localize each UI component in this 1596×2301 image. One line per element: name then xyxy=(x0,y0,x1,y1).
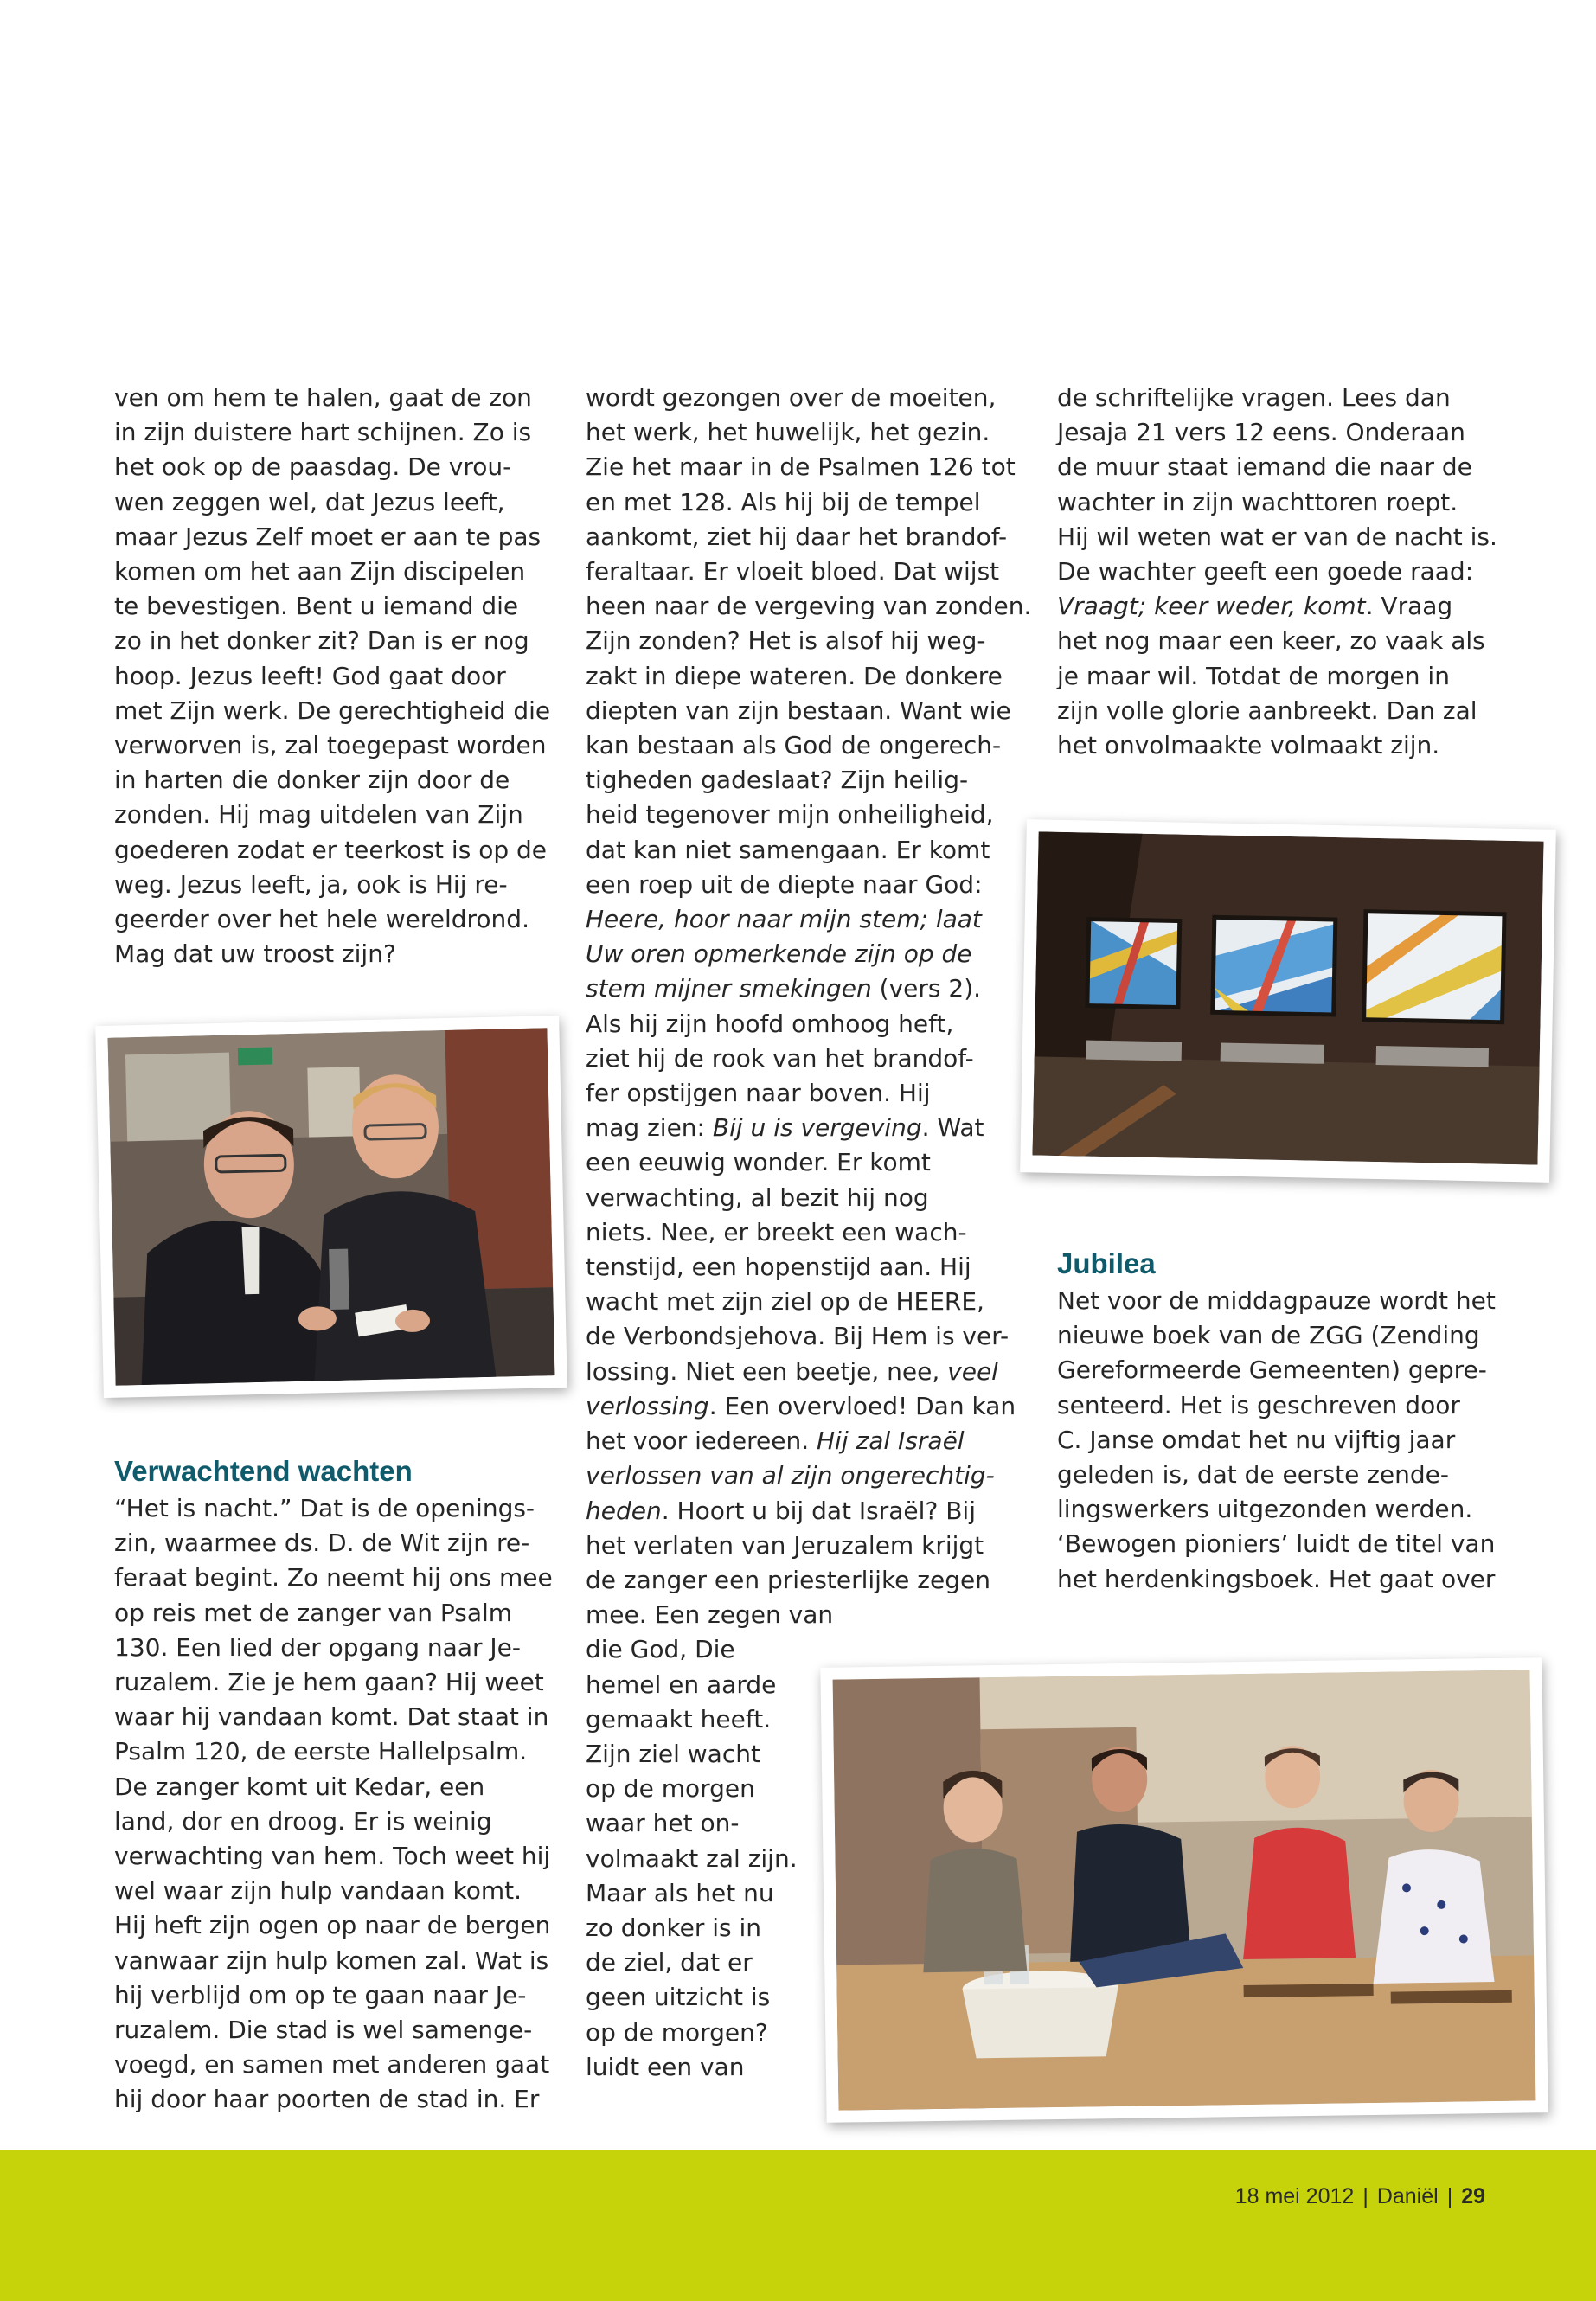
text-line: diepten van zijn bestaan. Want wie xyxy=(586,695,1011,725)
text-line xyxy=(586,902,1031,937)
page-folio xyxy=(1235,2184,1485,2209)
folio-separator: | xyxy=(1446,2184,1453,2208)
photo-women-on-stage-image xyxy=(833,1670,1536,2110)
text-line: geerder over het hele wereldrond. xyxy=(114,905,529,934)
text-line: niets. Nee, er breekt een wach- xyxy=(586,1217,967,1247)
text-line: Hij heft zijn ogen op naar de bergen xyxy=(114,1911,551,1940)
footer-band xyxy=(0,2150,1596,2301)
issue-date: 18 mei 2012 xyxy=(1234,2184,1355,2208)
text-line: Zijn ziel wacht xyxy=(586,1739,760,1768)
text-line: zijn volle glorie aanbreekt. Dan zal xyxy=(1057,695,1477,725)
text-line: te bevestigen. Bent u iemand die xyxy=(114,592,519,621)
text-line: aankomt, ziet hij daar het brandof- xyxy=(586,522,1008,551)
text-run: mag zien: xyxy=(586,1113,713,1143)
text-line: Gereformeerde Gemeenten) gepre- xyxy=(1057,1356,1487,1385)
text-line: nieuwe boek van de ZGG (Zending xyxy=(1057,1321,1480,1350)
text-line: lingswerkers uitgezonden werden. xyxy=(1057,1495,1473,1524)
text-line: in zijn duistere hart schijnen. Zo is xyxy=(114,418,532,447)
text-line: het herdenkingsboek. Het gaat over xyxy=(1057,1564,1496,1593)
text-run: . Een overvloed! Dan kan xyxy=(708,1391,1016,1420)
text-line: wel waar zijn hulp vandaan komt. xyxy=(114,1876,522,1906)
text-line: met Zijn werk. De gerechtigheid die xyxy=(114,695,551,725)
text-line: “Het is nacht.” Dat is de openings- xyxy=(114,1494,535,1522)
text-line: in harten die donker zijn door de xyxy=(114,766,510,795)
column-1-section xyxy=(114,1453,553,2118)
text-line: op reis met de zanger van Psalm xyxy=(114,1598,513,1627)
text-run: . Vraag xyxy=(1365,592,1453,621)
text-line: Zie het maar in de Psalmen 126 tot xyxy=(586,452,1016,482)
text-line: op de morgen? xyxy=(586,2017,768,2047)
section-heading-verwachtend-wachten: Verwachtend wachten xyxy=(114,1455,413,1487)
scripture-quote: Uw oren opmerkende zijn op de xyxy=(586,939,972,969)
text-line: weg. Jezus leeft, ja, ook is Hij re- xyxy=(114,869,508,899)
text-line: Zijn zonden? Het is alsof hij weg- xyxy=(586,626,986,656)
text-line: tenstijd, een hopenstijd aan. Hij xyxy=(586,1253,971,1282)
text-line: geleden is, dat de eerste zende- xyxy=(1057,1460,1449,1490)
text-line: het verlaten van Jeruzalem krijgt xyxy=(586,1530,984,1560)
text-line: senteerd. Het is geschreven door xyxy=(1057,1390,1460,1420)
text-line: mee. Een zegen van xyxy=(586,1600,834,1630)
text-line: hij verblijd om op te gaan naar Je- xyxy=(114,1980,527,2009)
text-line: Jesaja 21 vers 12 eens. Onderaan xyxy=(1057,418,1465,447)
text-line xyxy=(586,971,1031,1006)
scripture-quote: Bij u is vergeving xyxy=(712,1113,922,1143)
scripture-quote: heden xyxy=(586,1496,662,1525)
text-line: 130. Een lied der opgang naar Je- xyxy=(114,1632,521,1662)
scripture-quote: veel xyxy=(947,1356,998,1386)
text-line: maar Jezus Zelf moet er aan te pas xyxy=(114,522,542,551)
text-line: de Verbondsjehova. Bij Hem is ver- xyxy=(586,1322,1010,1351)
text-line: die God, Die xyxy=(586,1635,735,1664)
text-line: kan bestaan als God de ongerech- xyxy=(586,731,1002,760)
text-line: zonden. Hij mag uitdelen van Zijn xyxy=(114,800,523,830)
text-line: hij door haar poorten de stad in. Er xyxy=(114,2085,540,2114)
text-line: ziet hij de rook van het brandof- xyxy=(586,1043,974,1073)
text-line: het werk, het huwelijk, het gezin. xyxy=(586,418,990,447)
column-1 xyxy=(114,381,550,971)
text-line: waar hij vandaan komt. Dat staat in xyxy=(114,1702,549,1732)
column-3 xyxy=(1057,381,1497,763)
text-line xyxy=(586,1111,1031,1145)
text-line: feraltaar. Er vloeit bloed. Dat wijst xyxy=(586,557,1000,586)
scripture-quote: Vraagt; keer weder, komt xyxy=(1057,592,1366,621)
text-line: zo in het donker zit? Dan is er nog xyxy=(114,626,529,656)
folio-separator: | xyxy=(1362,2184,1368,2208)
text-line: wen zeggen wel, dat Jezus leeft, xyxy=(114,487,505,516)
text-line: de ziel, dat er xyxy=(586,1948,753,1977)
text-run: . Wat xyxy=(921,1113,984,1143)
column-3-section xyxy=(1057,1246,1496,1597)
text-line xyxy=(586,1458,1031,1493)
text-line: Psalm 120, de eerste Hallelpsalm. xyxy=(114,1737,528,1766)
text-line: komen om het aan Zijn discipelen xyxy=(114,557,526,586)
text-line: heid tegenover mijn onheiligheid, xyxy=(586,800,994,830)
text-line: tigheden gadeslaat? Zijn heilig- xyxy=(586,766,969,795)
text-line: Mag dat uw troost zijn? xyxy=(114,939,396,969)
photo-stained-glass-image xyxy=(1033,831,1544,1164)
scripture-quote: verlossen van al zijn ongerechtig- xyxy=(586,1461,995,1490)
photo-women-on-stage xyxy=(820,1657,1548,2123)
text-line: op de morgen xyxy=(586,1774,755,1804)
text-line: ruzalem. Die stad is wel samenge- xyxy=(114,2016,533,2045)
text-run: lossing. Niet een beetje, nee, xyxy=(586,1356,948,1386)
text-line: land, dor en droog. Er is weinig xyxy=(114,1806,492,1836)
text-line: wordt gezongen over de moeiten, xyxy=(586,383,997,412)
text-run: het voor iedereen. xyxy=(586,1426,817,1456)
text-line: vanwaar zijn hulp komen zal. Wat is xyxy=(114,1945,549,1975)
text-line: je maar wil. Totdat de morgen in xyxy=(1057,661,1450,690)
text-line: hoop. Jezus leeft! God gaat door xyxy=(114,661,506,690)
text-line xyxy=(586,1355,1031,1389)
text-line: De wachter geeft een goede raad: xyxy=(1057,557,1474,586)
scripture-quote: stem mijner smekingen xyxy=(586,974,872,1003)
text-line: het ook op de paasdag. De vrou- xyxy=(114,452,512,482)
text-line: wachter in zijn wachttoren roept. xyxy=(1057,487,1458,516)
text-line: verwachting, al bezit hij nog xyxy=(586,1183,929,1212)
text-line: luidt een van xyxy=(586,2052,745,2081)
text-line: zakt in diepe wateren. De donkere xyxy=(586,661,1003,690)
text-line: verworven is, zal toegepast worden xyxy=(114,731,547,760)
text-line: heen naar de vergeving van zonden. xyxy=(586,592,1032,621)
text-line xyxy=(586,1494,1031,1529)
text-run: (vers 2). xyxy=(871,974,982,1003)
text-line: dat kan niet samengaan. Er komt xyxy=(586,835,990,864)
text-line: volmaakt zal zijn. xyxy=(586,1843,798,1873)
text-line: geen uitzicht is xyxy=(586,1983,771,2012)
page-number: 29 xyxy=(1461,2184,1485,2208)
text-line: Net voor de middagpauze wordt het xyxy=(1057,1286,1496,1315)
text-line: fer opstijgen naar boven. Hij xyxy=(586,1079,931,1108)
text-line xyxy=(586,1424,1031,1458)
text-line xyxy=(586,937,1031,971)
text-line: voegd, en samen met anderen gaat xyxy=(114,2050,550,2080)
text-line: het onvolmaakte volmaakt zijn. xyxy=(1057,731,1440,760)
photo-two-men-image xyxy=(108,1028,555,1385)
text-line: het nog maar een keer, zo vaak als xyxy=(1057,626,1485,656)
scripture-quote: verlossing xyxy=(586,1391,709,1420)
section-heading-jubilea: Jubilea xyxy=(1057,1247,1156,1279)
photo-two-men xyxy=(95,1016,567,1398)
scripture-quote: Hij zal Israël xyxy=(817,1426,965,1456)
text-line: goederen zodat er teerkost is op de xyxy=(114,835,548,864)
text-line: Als hij zijn hoofd omhoog heft, xyxy=(586,1009,954,1038)
text-line: en met 128. Als hij bij de tempel xyxy=(586,487,981,516)
text-line: De zanger komt uit Kedar, een xyxy=(114,1772,485,1801)
scripture-quote: Heere, hoor naar mijn stem; laat xyxy=(586,905,982,934)
text-run: . Hoort u bij dat Israël? Bij xyxy=(661,1496,976,1525)
text-line: Maar als het nu xyxy=(586,1878,774,1907)
text-line xyxy=(586,1389,1031,1424)
text-line: ven om hem te halen, gaat de zon xyxy=(114,383,532,412)
text-line: ‘Bewogen pioniers’ luidt de titel van xyxy=(1057,1529,1496,1559)
text-line: wacht met zijn ziel op de HEERE, xyxy=(586,1287,984,1317)
text-line: de schriftelijke vragen. Lees dan xyxy=(1057,383,1451,412)
text-line: gemaakt heeft. xyxy=(586,1704,772,1734)
text-line: een roep uit de diepte naar God: xyxy=(586,869,983,899)
text-line: de zanger een priesterlijke zegen xyxy=(586,1565,990,1594)
text-line: de muur staat iemand die naar de xyxy=(1057,452,1472,482)
photo-stained-glass-windows xyxy=(1020,819,1556,1183)
text-line: waar het on- xyxy=(586,1809,740,1838)
text-line: ruzalem. Zie je hem gaan? Hij weet xyxy=(114,1668,544,1697)
text-line: zin, waarmee ds. D. de Wit zijn re- xyxy=(114,1529,530,1558)
text-line: hemel en aarde xyxy=(586,1670,777,1699)
text-line: verwachting van hem. Toch weet hij xyxy=(114,1842,551,1871)
text-line: Hij wil weten wat er van de nacht is. xyxy=(1057,522,1497,551)
text-line: zo donker is in xyxy=(586,1913,762,1942)
text-line xyxy=(1057,589,1497,624)
text-line: C. Janse omdat het nu vijftig jaar xyxy=(1057,1425,1456,1454)
text-line: feraat begint. Zo neemt hij ons mee xyxy=(114,1563,553,1593)
magazine-name: Daniël xyxy=(1376,2184,1439,2208)
text-line: een eeuwig wonder. Er komt xyxy=(586,1148,931,1177)
